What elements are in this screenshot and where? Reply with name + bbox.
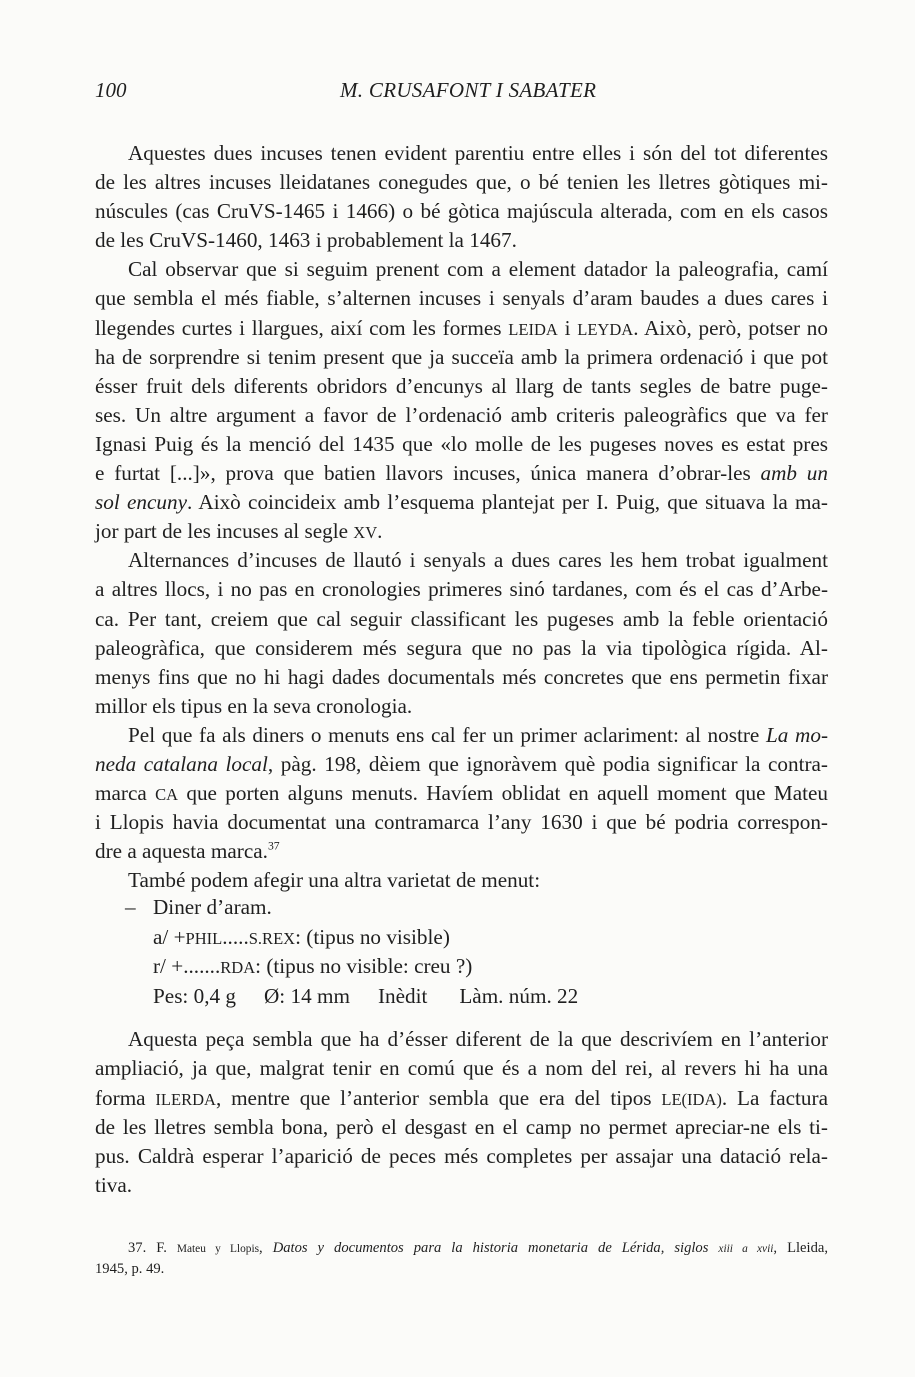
text-line: paleogràfica, que considerem més segura que no pas la via tipològica rígida. Al- bbox=[95, 635, 828, 660]
footnote-line: 37. F. Mateu y Llopis, Datos y documentos para la historia monetaria de Lérida, siglos xiii a xvii, Lleida, bbox=[128, 1240, 828, 1256]
page-number: 100 bbox=[95, 78, 127, 102]
coin-weight: Pes: 0,4 g bbox=[153, 983, 236, 1008]
text-line: de les altres incuses lleidatanes conegudes que, o bé tenien les lletres gòtiques mi- bbox=[95, 170, 828, 195]
text-line: pus. Caldrà esperar l’aparició de peces més completes per assajar una datació rela- bbox=[95, 1144, 828, 1169]
text-line: núscules (cas CruVS-1465 i 1466) o bé gòtica majúscula alterada, com en els casos bbox=[95, 199, 828, 224]
text-line: marca CA que porten alguns menuts. Havíem oblidat en aquell moment que Mateu bbox=[95, 781, 828, 806]
text-line: ampliació, ja que, malgrat tenir en comú que és a nom del rei, al revers hi ha una bbox=[95, 1056, 828, 1081]
main-text-continued bbox=[95, 1025, 828, 1201]
text-line: ésser fruit dels diferents obridors d’encunys al llarg de tants segles de batre puge- bbox=[95, 373, 828, 398]
footnote-line: 1945, p. 49. bbox=[95, 1261, 165, 1277]
text-line: llegendes curtes i llargues, així com les formes LEIDA i LEYDA. Això, però, potser no bbox=[95, 315, 828, 340]
text-line: dre a aquesta marca.$^{37}$ bbox=[95, 839, 280, 864]
footnote bbox=[95, 1238, 828, 1280]
footnote-ref: 37 bbox=[267, 839, 280, 853]
text-line: ca. Per tant, creiem que cal seguir classificant les pugeses amb la feble orientació bbox=[95, 606, 828, 631]
coin-status: Inèdit bbox=[377, 983, 428, 1008]
text-line: menys fins que no hi hagi dades documentals més concretes que ens permetin fixar bbox=[95, 664, 828, 689]
coin-reverse: r/ +.......RDA: (tipus no visible: creu ?) bbox=[153, 954, 473, 979]
text-line: que sembla el més fiable, s’alternen incuses i senyals d’aram baudes a dues cares i bbox=[95, 286, 828, 311]
text-line: ses. Un altre argument a favor de l’ordenació amb criteris paleogràfics que va fer bbox=[95, 402, 828, 427]
text-line: millor els tipus en la seva cronologia. bbox=[95, 693, 413, 718]
coin-diameter: Ø: 14 mm bbox=[264, 983, 350, 1008]
text-line: tiva. bbox=[95, 1173, 133, 1198]
coin-specs bbox=[95, 982, 828, 1012]
text-line: de les lletres sembla bona, però el desgast en el camp no permet apreciar-ne els ti- bbox=[95, 1114, 828, 1139]
text-line: També podem afegir una altra varietat de menut: bbox=[128, 868, 541, 893]
text-line: jor part de les incuses al segle XV. bbox=[95, 519, 383, 544]
text-line: a altres llocs, i no pas en cronologies primeres sinó tardanes, com és el cas d’Arbe- bbox=[95, 577, 828, 602]
text-line: e furtat [...]», prova que batien llavors incuses, única manera d’obrar-les amb un bbox=[95, 461, 828, 486]
text-line: ha de sorprendre si tenim present que ja succeïa amb la primera ordenació i que pot bbox=[95, 344, 828, 369]
running-head: M. CRUSAFONT I SABATER bbox=[340, 78, 597, 102]
coin-obverse: a/ +PHIL.....S.REX: (tipus no visible) bbox=[153, 924, 450, 949]
text-line: Cal observar que si seguim prenent com a element datador la paleografia, camí bbox=[128, 257, 828, 282]
page-header bbox=[95, 78, 829, 108]
text-line: Aquesta peça sembla que ha d’ésser diferent de la que descrivíem en l’anterior bbox=[128, 1027, 828, 1051]
text-line: de les CruVS-1460, 1463 i probablement la 1467. bbox=[95, 228, 517, 253]
text-line: Ignasi Puig és la menció del 1435 que «lo molle de les pugeses noves es estat pres bbox=[95, 431, 828, 456]
text-line: neda catalana local, pàg. 198, dèiem que ignoràvem què podia significar la contra- bbox=[95, 751, 828, 776]
text-line: Pel que fa als diners o menuts ens cal fer un primer aclariment: al nostre La mo- bbox=[128, 722, 828, 747]
coin-plate: Làm. núm. 22 bbox=[459, 983, 579, 1008]
text-line: Aquestes dues incuses tenen evident parentiu entre elles i són del tot diferentes bbox=[128, 141, 828, 165]
text-line: Alternances d’incuses de llautó i senyals a dues cares les hem trobat igualment bbox=[128, 548, 828, 573]
text-line: sol encuny. Això coincideix amb l’esquema plantejat per I. Puig, que situava la ma- bbox=[95, 490, 828, 515]
coin-title: – Diner d’aram. bbox=[125, 895, 272, 919]
coin-entry bbox=[95, 893, 828, 1011]
main-text bbox=[95, 139, 828, 895]
text-line: i Llopis havia documentat una contramarca l’any 1630 i que bé podria correspon- bbox=[95, 810, 828, 835]
text-line: forma ILERDA, mentre que l’anterior sembla que era del tipos LE(IDA). La factura bbox=[95, 1085, 828, 1110]
